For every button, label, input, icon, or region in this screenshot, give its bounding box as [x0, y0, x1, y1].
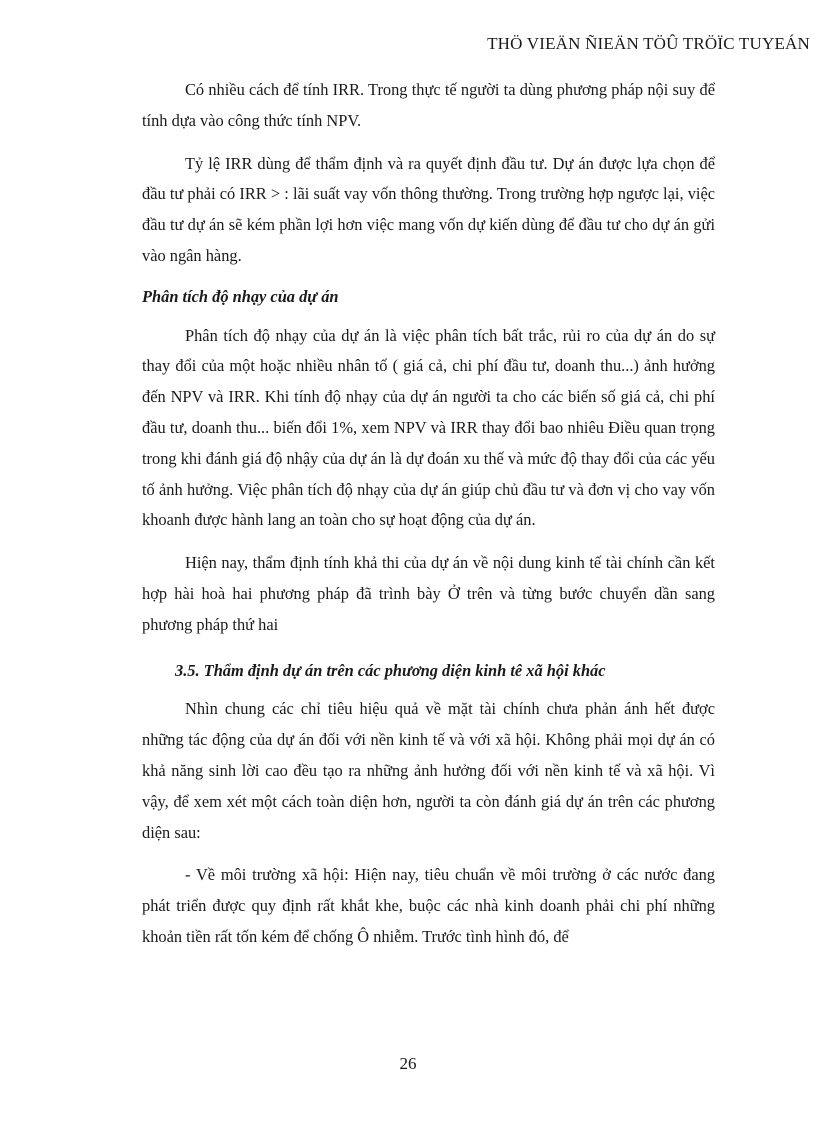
paragraph-social-environment: - Về môi trường xã hội: Hiện nay, tiêu chuẩn về môi trường ở các nước đang phát triển được quy định rất khắt khe, buộc các nhà kinh doanh phải chi phí những khoản tiền rất tốn kém để chống Ô nhiễm. Trước tình hình đó, để	[142, 865, 715, 946]
paragraph-sensitivity: Phân tích độ nhạy của dự án là việc phân tích bất trắc, rủi ro của dự án do sự thay đổi của một hoặc nhiều nhân tố ( giá cả, chi phí đầu tư, doanh thu...) ảnh hưởng đến NPV và IRR. Khi tính độ nhạy của dự án người ta cho các biến số giá cả, chi phí đầu tư, doanh thu... biến đổi 1%, xem NPV và IRR thay đổi bao nhiêu Điều quan trọng trong khi đánh giá độ nhậy của dự án là dự đoán xu thế và mức độ thay đổi của các yếu tố ảnh hưởng. Việc phân tích độ nhạy của dự án giúp chủ đầu tư và đơn vị cho vay vốn khoanh được hành lang an toàn cho sự hoạt động của dự án.	[142, 325, 715, 530]
paragraph-socio-economic: Nhìn chung các chỉ tiêu hiệu quả về mặt tài chính chưa phản ánh hết được những tác động của dự án đối với nền kinh tế và với xã hội. Không phải mọi dự án có khả năng sinh lời cao đều tạo ra những ảnh hưởng đối với nền kinh tế và xã hội. Vì vậy, để xem xét một cách toàn diện hơn, người ta còn đánh giá dự án trên các phương diện sau:	[142, 699, 715, 842]
running-header: THÖ VIEÄN ÑIEÄN TÖÛ TRÖÏC TUYEÁN	[487, 34, 810, 53]
paragraph-current-practice: Hiện nay, thẩm định tính khả thi của dự án về nội dung kinh tế tài chính cần kết hợp hài hoà hai phương pháp đã trình bày Ở trên và từng bước chuyển dần sang phương pháp thứ hai	[142, 553, 715, 634]
page-number: 26	[399, 1054, 417, 1073]
section-heading-3-5: 3.5. Thẩm định dự án trên các phương diện kinh tê xã hội khác	[175, 660, 606, 680]
section-heading-sensitivity: Phân tích độ nhạy của dự án	[142, 286, 339, 306]
paragraph-irr-usage: Tỷ lệ IRR dùng để thẩm định và ra quyết định đầu tư. Dự án được lựa chọn để đầu tư phải có IRR > : lãi suất vay vốn thông thường. Trong trường hợp ngược lại, việc đầu tư dự án sẽ kém phần lợi hơn việc mang vốn dự kiến dùng để đầu tư cho dự án gửi vào ngân hàng.	[142, 153, 715, 265]
paragraph-irr-methods: Có nhiều cách để tính IRR. Trong thực tế người ta dùng phương pháp nội suy để tính dựa vào công thức tính NPV.	[142, 80, 715, 130]
page-body	[142, 75, 715, 953]
